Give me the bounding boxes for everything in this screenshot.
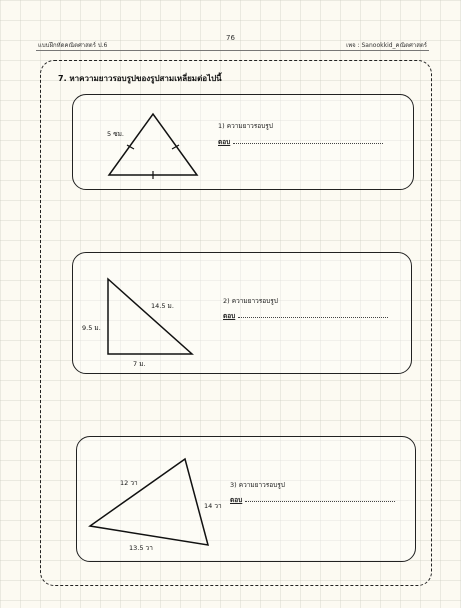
problem-1-prompt: 1) ความยาวรอบรูป xyxy=(218,122,273,130)
problem-1-box xyxy=(72,94,414,190)
side-label-bottom: 13.5 วา xyxy=(129,544,153,552)
side-label-hypotenuse: 14.5 ม. xyxy=(151,302,174,310)
equilateral-triangle xyxy=(109,114,197,175)
side-label-left: 5 ซม. xyxy=(107,130,124,138)
answer-blank[interactable] xyxy=(245,496,395,502)
side-label-vertical: 9.5 ม. xyxy=(82,324,101,332)
problem-3-prompt: 3) ความยาวรอบรูป xyxy=(230,481,285,489)
problem-2-prompt: 2) ความยาวรอบรูป xyxy=(223,297,278,305)
scalene-triangle xyxy=(90,459,208,545)
answer-label: ตอบ xyxy=(223,312,236,320)
page-number: 76 xyxy=(226,34,235,42)
problem-2-answer-line[interactable] xyxy=(223,311,388,321)
side-label-left: 12 วา xyxy=(120,479,138,487)
answer-blank[interactable] xyxy=(238,312,388,318)
header-book-title: แบบฝึกหัดคณิตศาสตร์ ป.6 xyxy=(38,42,108,49)
side-label-base: 7 ม. xyxy=(133,360,146,368)
problem-3-answer-line[interactable] xyxy=(230,495,395,505)
question-title: 7. หาความยาวรอบรูปของรูปสามเหลี่ยมต่อไปนี้ xyxy=(58,74,222,83)
answer-label: ตอบ xyxy=(230,496,243,504)
answer-label: ตอบ xyxy=(218,138,231,146)
right-triangle xyxy=(108,279,192,354)
answer-blank[interactable] xyxy=(233,138,383,144)
problem-3-box xyxy=(76,436,416,562)
header-page-credit: เพจ : Sanookkid_คณิตศาสตร์ xyxy=(346,42,427,49)
side-label-right: 14 วา xyxy=(204,502,222,510)
header-divider xyxy=(36,50,429,51)
problem-1-answer-line[interactable] xyxy=(218,137,383,147)
problem-2-box xyxy=(72,252,412,374)
